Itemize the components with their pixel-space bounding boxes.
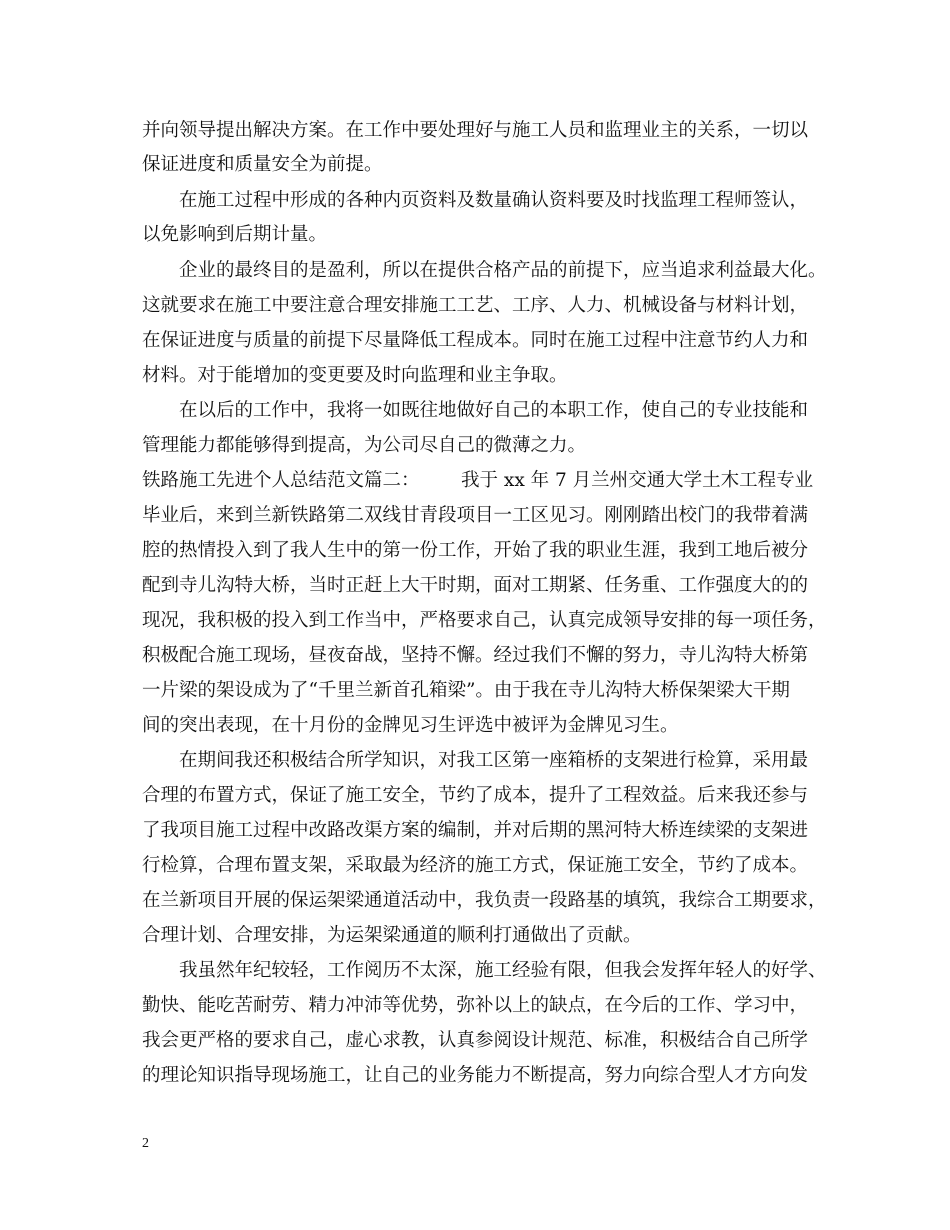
text-line <box>0 639 950 673</box>
text-line <box>0 289 950 323</box>
text-line <box>0 779 950 813</box>
text-line-content: 这就要求在施工中要注意合理安排施工工艺、工序、人力、机械设备与材料计划， <box>142 295 809 316</box>
text-line-content: 我虽然年纪较轻，工作阅历不太深，施工经验有限，但我会发挥年轻人的好学、 <box>179 960 827 981</box>
text-line <box>0 1024 950 1058</box>
text-line-content: 现况，我积极的投入到工作当中，严格要求自己，认真完成领导安排的每一项任务， <box>142 610 827 631</box>
text-line <box>0 254 950 288</box>
text-line <box>0 569 950 603</box>
text-line <box>0 394 950 428</box>
text-line-content: 毕业后，来到兰新铁路第二双线甘青段项目一工区见习。刚刚踏出校门的我带着满 <box>142 505 809 526</box>
text-line-content: 材料。对于能增加的变更要及时向监理和业主争取。 <box>142 365 568 386</box>
text-line <box>0 709 950 743</box>
text-line-content: 了我项目施工过程中改路改渠方案的编制，并对后期的黑河特大桥连续梁的支架进 <box>142 820 809 841</box>
text-line-content: 并向领导提出解决方案。在工作中要处理好与施工人员和监理业主的关系，一切以 <box>142 120 809 141</box>
text-line-content: 以免影响到后期计量。 <box>142 224 328 245</box>
text-line <box>0 148 950 182</box>
text-line-content: 合理计划、合理安排，为运架梁通道的顺利打通做出了贡献。 <box>142 925 642 946</box>
text-line-content: 在保证进度与质量的前提下尽量降低工程成本。同时在施工过程中注意节约人力和 <box>142 330 809 351</box>
text-line-content: 的理论知识指导现场施工，让自己的业务能力不断提高，努力向综合型人才方向发 <box>142 1065 809 1086</box>
text-line-content: 合理的布置方式，保证了施工安全，节约了成本，提升了工程效益。后来我还参与 <box>142 785 809 806</box>
text-line-content: 在施工过程中形成的各种内页资料及数量确认资料要及时找监理工程师签认， <box>179 190 809 211</box>
text-line <box>0 919 950 953</box>
text-line-content: 勤快、能吃苦耐劳、精力冲沛等优势，弥补以上的缺点，在今后的工作、学习中， <box>142 995 809 1016</box>
text-line <box>0 989 950 1023</box>
text-line <box>0 884 950 918</box>
text-line <box>0 534 950 568</box>
text-line <box>0 114 950 148</box>
text-line <box>0 849 950 883</box>
text-line <box>0 499 950 533</box>
page-number: 2 <box>142 1136 149 1151</box>
text-line <box>0 184 950 218</box>
text-line <box>0 324 950 358</box>
text-line-content: 在以后的工作中，我将一如既往地做好自己的本职工作，使自己的专业技能和 <box>179 400 809 421</box>
text-line-content: 行检算，合理布置支架，采取最为经济的施工方式，保证施工安全，节约了成本。 <box>142 855 809 876</box>
text-line <box>0 429 950 463</box>
text-line <box>0 218 950 252</box>
text-line <box>0 359 950 393</box>
text-line-content: 积极配合施工现场，昼夜奋战，坚持不懈。经过我们不懈的努力，寺儿沟特大桥第 <box>142 645 809 666</box>
text-line-content: 在期间我还积极结合所学知识，对我工区第一座箱桥的支架进行检算，采用最 <box>179 750 809 771</box>
text-line-content: 配到寺儿沟特大桥，当时正赶上大干时期，面对工期紧、任务重、工作强度大的的 <box>142 575 809 596</box>
text-line-content: 我于 xx 年 7 月兰州交通大学土木工程专业 <box>461 470 814 491</box>
text-line <box>0 814 950 848</box>
text-line-content: 一片梁的架设成为了“千里兰新首孔箱梁”。由于我在寺儿沟特大桥保架梁大干期 <box>142 680 790 701</box>
text-line <box>0 1059 950 1093</box>
text-line <box>0 604 950 638</box>
section-heading-line <box>0 464 950 498</box>
text-line-content: 我会更严格的要求自己，虚心求教，认真参阅设计规范、标准，积极结合自己所学 <box>142 1030 809 1051</box>
text-line-content: 企业的最终目的是盈利，所以在提供合格产品的前提下，应当追求利益最大化。 <box>179 260 827 281</box>
text-line-content: 腔的热情投入到了我人生中的第一份工作，开始了我的职业生涯，我到工地后被分 <box>142 540 809 561</box>
text-line-content: 间的突出表现，在十月份的金牌见习生评选中被评为金牌见习生。 <box>142 715 679 736</box>
section-heading: 铁路施工先进个人总结范文篇二： <box>142 470 420 491</box>
text-line <box>0 954 950 988</box>
text-line <box>0 744 950 778</box>
text-line <box>0 674 950 708</box>
text-line-content: 在兰新项目开展的保运架梁通道活动中，我负责一段路基的填筑，我综合工期要求， <box>142 890 827 911</box>
text-line-content: 管理能力都能够得到提高，为公司尽自己的微薄之力。 <box>142 435 587 456</box>
text-line-content: 保证进度和质量安全为前提。 <box>142 154 383 175</box>
